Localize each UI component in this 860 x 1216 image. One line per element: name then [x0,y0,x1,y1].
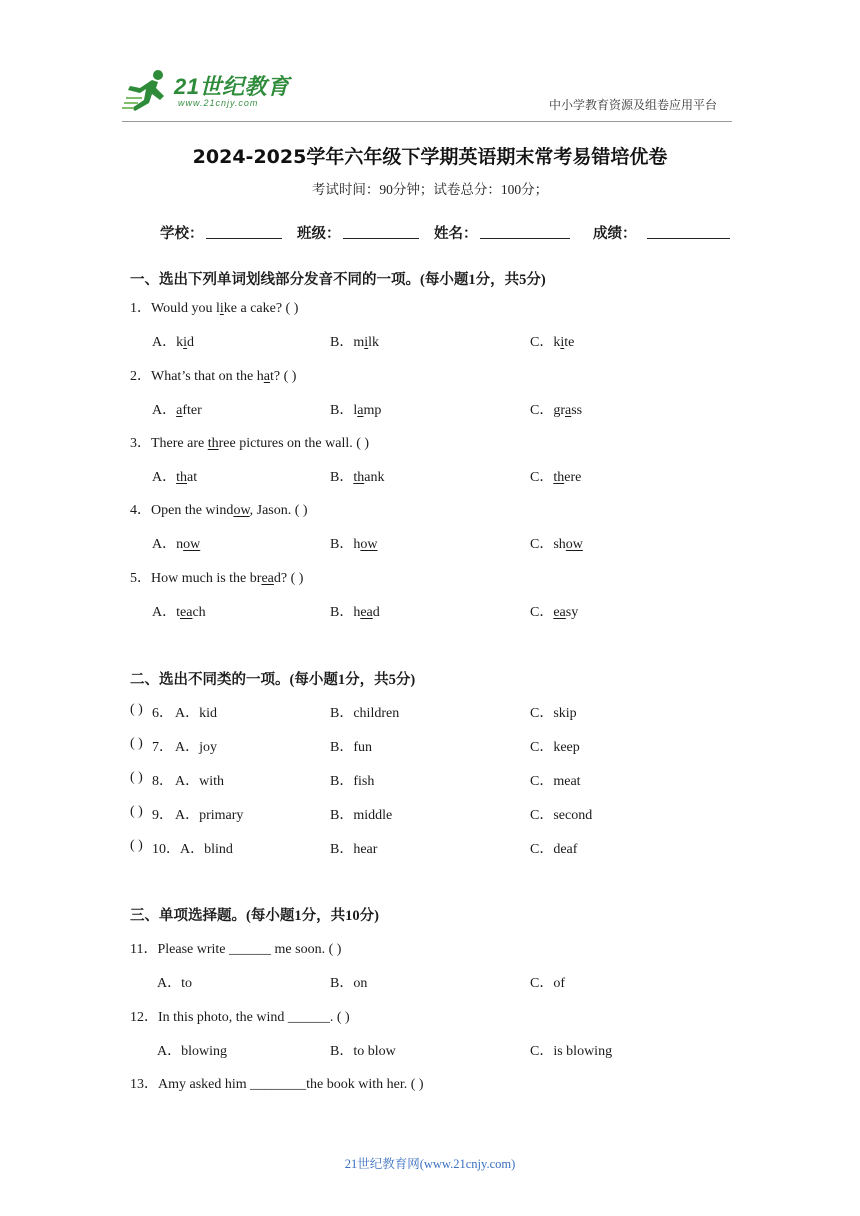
text-part: ank [364,470,385,485]
option-c[interactable]: C．meat [530,774,581,789]
section-1-heading: 一、选出下列单词划线部分发音不同的一项。(每小题1分，共5分) [130,272,546,288]
text-part: ke a cake? ( ) [223,301,299,316]
logo [122,68,292,114]
text-part: sh [553,537,566,552]
underlined-sound: i [364,335,369,350]
question-number: 3． [130,436,151,451]
question-1 [130,297,298,317]
text-part: m [353,335,365,350]
underlined-sound: ea [553,605,566,620]
name-label: 姓名： [434,226,478,242]
text-part: l [353,403,358,418]
underlined-sound: ea [261,571,274,586]
text-part: h [353,605,361,620]
option-11-b[interactable]: B．on [330,976,368,991]
section-3-heading: 三、单项选择题。(每小题1分，共10分) [130,908,379,924]
option-3-c[interactable] [530,466,581,486]
footer-text: 21世纪教育网(www.21cnjy.com) [344,1157,516,1171]
score-label: 成绩： [593,226,637,242]
answer-paren[interactable]: ( ) [130,804,143,819]
school-field[interactable] [206,238,282,239]
question-number: 6． [152,706,173,721]
text-part: n [176,537,184,552]
option-1-c[interactable] [530,331,574,351]
underlined-sound: ea [180,605,193,620]
option-a[interactable]: A．joy [175,740,217,755]
underlined-sound: i [219,301,224,316]
underlined-sound: i [560,335,565,350]
option-5-a[interactable] [152,601,206,621]
option-4-c[interactable] [530,533,583,553]
text-part: ree pictures on the wall. ( ) [218,436,370,451]
option-a[interactable]: A．primary [175,808,244,823]
option-12-a[interactable]: A．blowing [157,1044,227,1059]
option-2-c[interactable] [530,399,582,419]
text-part: te [564,335,575,350]
underlined-sound: th [353,470,365,485]
text-part: t [176,605,181,620]
text-part: k [176,335,184,350]
question-2 [130,365,296,385]
runner-logo-icon [122,68,174,114]
option-b[interactable]: B．middle [330,808,393,823]
option-letter: C． [530,605,554,620]
option-b[interactable]: B．children [330,706,400,721]
option-11-a[interactable]: A．to [157,976,192,991]
class-field[interactable] [343,238,419,239]
text-part: How much is the br [151,571,262,586]
underlined-sound: ow [233,503,250,518]
option-4-a[interactable] [152,533,200,553]
option-5-b[interactable] [330,601,380,621]
text-part: There are [151,436,208,451]
text-part: d [372,605,380,620]
option-1-b[interactable] [330,331,379,351]
text-part: h [353,537,361,552]
option-letter: A． [152,335,177,350]
underlined-sound: a [357,403,364,418]
underlined-sound: ow [565,537,583,552]
text-part: ere [564,470,582,485]
answer-paren[interactable]: ( ) [130,770,143,785]
text-part: What’s that on the h [151,369,264,384]
option-2-a[interactable] [152,399,202,419]
text-part: k [553,335,561,350]
option-2-b[interactable] [330,399,381,419]
underlined-sound: th [176,470,188,485]
option-5-c[interactable] [530,601,578,621]
question-number: 7． [152,740,173,755]
option-b[interactable]: B．fish [330,774,375,789]
question-13: 13．Amy asked him ________the book with her. ( ) [130,1077,424,1092]
text-part: d? ( ) [273,571,304,586]
question-number: 4． [130,503,151,518]
option-a[interactable]: A．with [175,774,224,789]
text-part: at [187,470,198,485]
underlined-sound: ea [360,605,373,620]
text-part: , Jason. ( ) [249,503,308,518]
option-letter: A． [152,470,177,485]
underlined-sound: a [176,403,183,418]
text-part: Open the wind [151,503,234,518]
question-12: 12．In this photo, the wind ______. ( ) [130,1010,350,1025]
option-c[interactable]: C．deaf [530,842,578,857]
question-number: 10． [152,842,180,857]
option-letter: C． [530,335,554,350]
text-part: mp [363,403,382,418]
question-number: 9． [152,808,173,823]
option-letter: C． [530,537,554,552]
option-letter: C． [530,403,554,418]
option-letter: C． [530,470,554,485]
logo-text: 21世纪教育 [174,74,290,99]
text-part: t? ( ) [269,369,297,384]
text-part: lk [368,335,380,350]
text-part: fter [182,403,202,418]
school-label: 学校： [160,226,204,242]
section-2-heading: 二、选出不同类的一项。(每小题1分，共5分) [130,672,416,688]
option-letter: B． [330,335,354,350]
underlined-sound: a [263,369,270,384]
option-letter: B． [330,470,354,485]
option-letter: B． [330,403,354,418]
option-b[interactable]: B．hear [330,842,378,857]
page-title: 2024-2025学年六年级下学期英语期末常考易错培优卷 [192,146,668,168]
option-c[interactable]: C．keep [530,740,580,755]
option-12-c[interactable]: C．is blowing [530,1044,613,1059]
underlined-sound: ow [183,537,201,552]
underlined-sound: ow [360,537,378,552]
question-number: 1． [130,301,151,316]
option-12-b[interactable]: B．to blow [330,1044,396,1059]
answer-paren[interactable]: ( ) [130,702,143,717]
option-3-b[interactable] [330,466,384,486]
question-11: 11．Please write ______ me soon. ( ) [130,942,342,957]
logo-subtext: www.21cnjy.com [178,98,259,108]
text-part: Would you l [151,301,220,316]
option-4-b[interactable] [330,533,377,553]
text-part: sy [565,605,579,620]
question-number: 8． [152,774,173,789]
name-field[interactable] [480,238,570,239]
option-b[interactable]: B．fun [330,740,372,755]
score-field[interactable] [647,238,730,239]
question-5 [130,567,303,587]
option-a[interactable]: A．kid [175,706,217,721]
question-3 [130,432,369,452]
option-letter: B． [330,537,354,552]
option-letter: A． [152,605,177,620]
question-number: 2． [130,369,151,384]
underlined-sound: i [183,335,188,350]
text-part: gr [553,403,566,418]
text-part: ss [571,403,583,418]
exam-info: 考试时间：90分钟；试卷总分：100分； [311,182,549,197]
answer-paren[interactable]: ( ) [130,838,143,853]
option-3-a[interactable] [152,466,197,486]
text-part: d [187,335,195,350]
header-divider [122,121,732,122]
underlined-sound: th [207,436,219,451]
answer-paren[interactable]: ( ) [130,736,143,751]
option-c[interactable]: C．skip [530,706,577,721]
question-number: 5． [130,571,151,586]
option-a[interactable]: A．blind [180,842,233,857]
option-1-a[interactable] [152,331,194,351]
question-4 [130,499,308,519]
underlined-sound: th [553,470,565,485]
option-c[interactable]: C．second [530,808,593,823]
option-letter: A． [152,537,177,552]
option-letter: B． [330,605,354,620]
underlined-sound: a [565,403,572,418]
option-11-c[interactable]: C．of [530,976,565,991]
text-part: ch [192,605,206,620]
option-letter: A． [152,403,177,418]
class-label: 班级： [297,226,341,242]
platform-name: 中小学教育资源及组卷应用平台 [549,98,718,112]
